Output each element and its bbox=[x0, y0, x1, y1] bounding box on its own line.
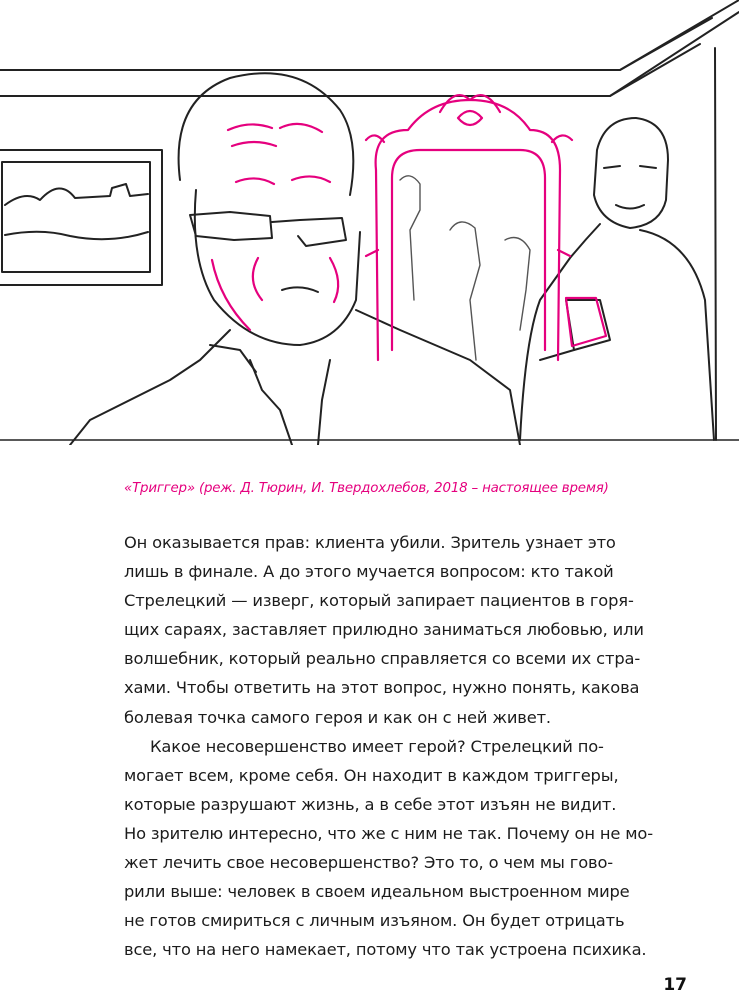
paragraph-2 bbox=[124, 732, 696, 965]
paragraph-1 bbox=[124, 528, 696, 732]
crossed-arms-highlight bbox=[566, 298, 606, 346]
face-wrinkles bbox=[212, 124, 338, 330]
text-line: волшебник, который реально справляется со всеми их стра- bbox=[124, 649, 641, 669]
text-line: хами. Чтобы ответить на этот вопрос, нужно понять, какова bbox=[124, 678, 640, 698]
mirror-reflection bbox=[400, 176, 530, 360]
text-line: щих сараях, заставляет прилюдно заниматься любовью, или bbox=[124, 620, 644, 640]
text-line: которые разрушают жизнь, а в себе этот изъян не видит. bbox=[124, 794, 617, 814]
illustration bbox=[0, 0, 739, 445]
text-line: могает всем, кроме себя. Он находит в каждом триггеры, bbox=[124, 765, 619, 785]
ceiling-molding bbox=[0, 0, 739, 96]
text-line: лишь в финале. А до этого мучается вопросом: кто такой bbox=[124, 562, 614, 582]
text-line: не готов смириться с личным изъяном. Он будет отрицать bbox=[124, 911, 625, 931]
text-line: рили выше: человек в своем идеальном выстроенном мире bbox=[124, 882, 630, 902]
text-line: болевая точка самого героя и как он с ней живет. bbox=[124, 707, 551, 727]
body-text bbox=[124, 528, 696, 964]
text-line: Какое несовершенство имеет герой? Стрелецкий по- bbox=[150, 736, 604, 756]
text-line: все, что на него намекает, потому что так устроена психика. bbox=[124, 940, 647, 960]
wall-painting bbox=[0, 150, 162, 285]
ornate-mirror-frame bbox=[366, 95, 572, 360]
text-line: Стрелецкий — изверг, который запирает пациентов в горя- bbox=[124, 591, 634, 611]
page-number: 17 bbox=[663, 975, 687, 995]
man-turtleneck bbox=[520, 118, 714, 440]
figure-caption: «Триггер» (реж. Д. Тюрин, И. Твердохлебов, 2018 – настоящее время) bbox=[124, 481, 609, 496]
text-line: Но зрителю интересно, что же с ним не так. Почему он не мо- bbox=[124, 823, 653, 843]
text-line: Он оказывается прав: клиента убили. Зритель узнает это bbox=[124, 533, 616, 552]
wall-corner bbox=[715, 48, 716, 440]
text-line: жет лечить свое несовершенство? Это то, о чем мы гово- bbox=[124, 853, 613, 873]
man-with-glasses bbox=[70, 73, 520, 445]
